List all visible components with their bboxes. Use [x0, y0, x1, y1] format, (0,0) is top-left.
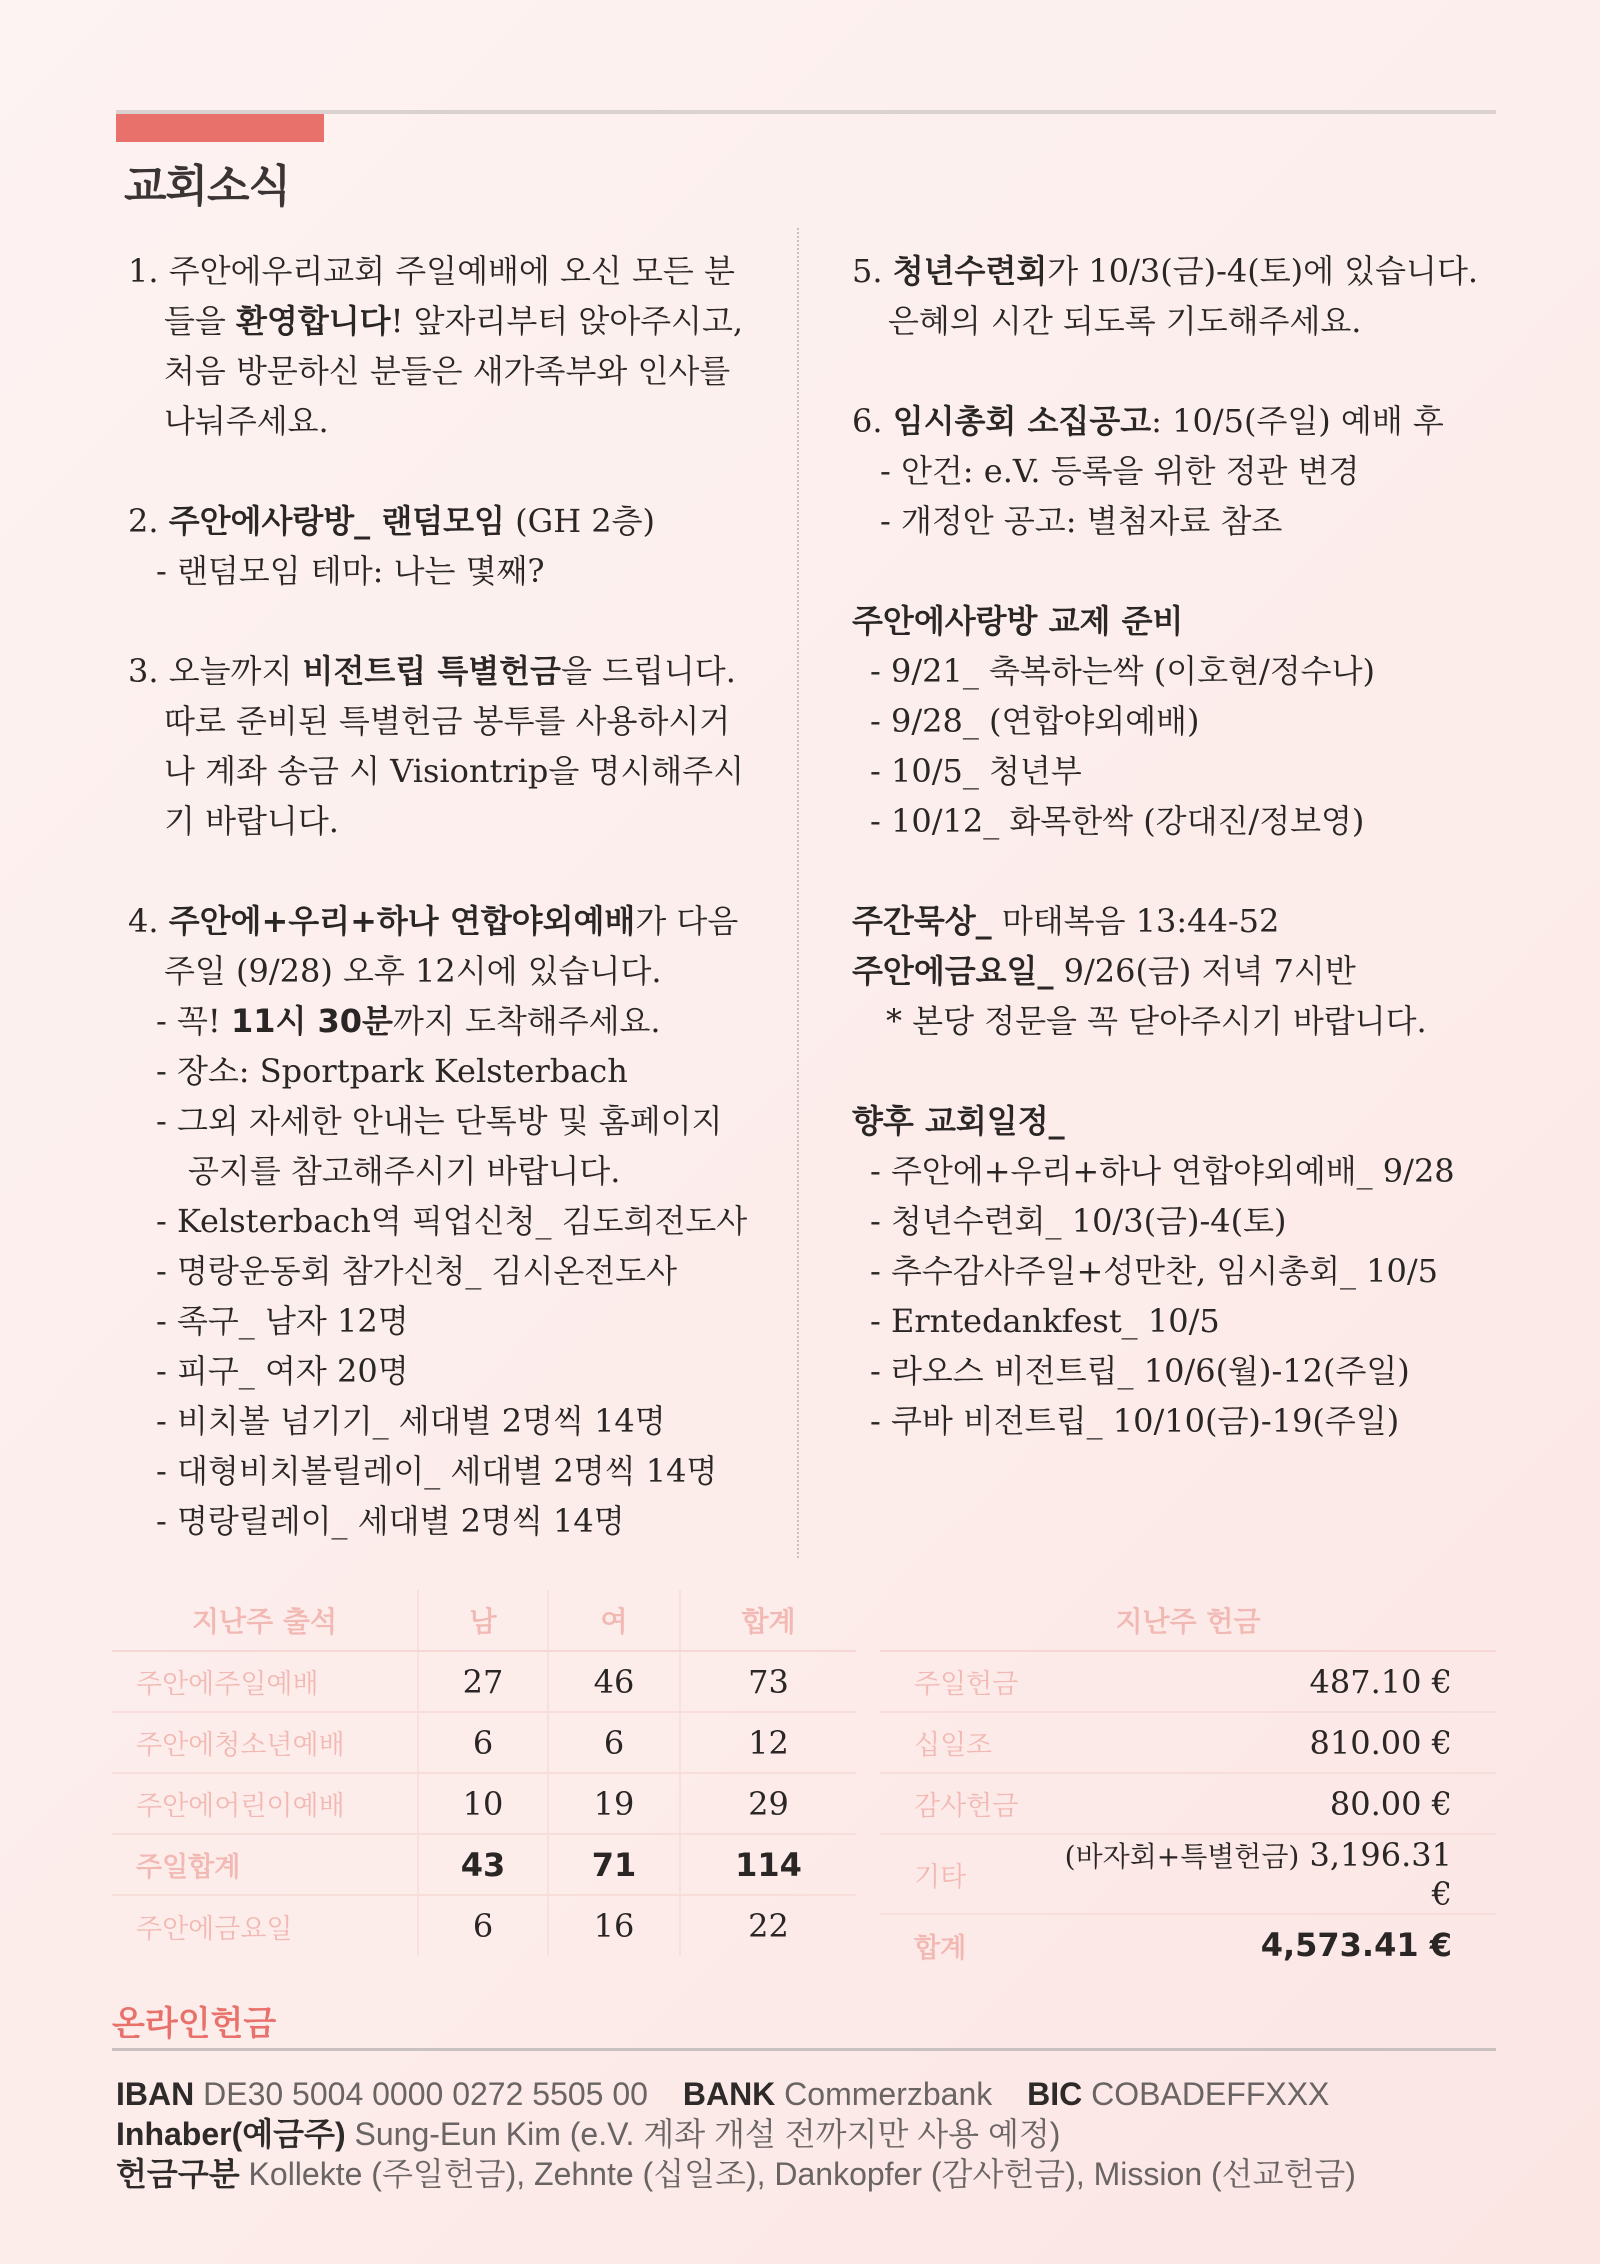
- iban-value: DE30 5004 0000 0272 5505 00: [203, 2076, 648, 2112]
- notice-4-sub-8: - 비치볼 넘기기_ 세대별 2명씩 14명: [156, 1402, 666, 1440]
- attendance-header-total: 합계: [680, 1590, 856, 1651]
- offering-value: 487.10 €: [1040, 1651, 1496, 1712]
- notice-item-4: [128, 896, 778, 1546]
- sarangbang-title: 주안에사랑방 교제 준비: [852, 602, 1184, 640]
- schedule-item: - 청년수련회_ 10/3(금)-4(토): [870, 1202, 1287, 1240]
- notice-4-arrival-time: 11시 30분: [230, 1002, 393, 1040]
- sarangbang-item: - 9/28_ (연합야외예배): [870, 702, 1200, 740]
- schedule-item: - 쿠바 비전트립_ 10/10(금)-19(주일): [870, 1402, 1400, 1440]
- attendance-row-label: 주안에청소년예배: [112, 1712, 418, 1773]
- friday-service-value: 9/26(금) 저녁 7시반: [1053, 952, 1356, 990]
- offering-table: [880, 1590, 1496, 1975]
- notice-4-line-2: 주일 (9/28) 오후 12시에 있습니다.: [164, 952, 662, 990]
- attendance-row-label: 주일합계: [112, 1834, 418, 1895]
- offering-label: 합계: [914, 1932, 967, 1964]
- header-accent-bar: [116, 114, 324, 142]
- notice-1-line-1: 1. 주안에우리교회 주일예배에 오신 모든 분: [128, 252, 735, 290]
- offering-total-value: 4,573.41 €: [1260, 1926, 1452, 1964]
- notice-4-sub-1-c: 까지 도착해주세요.: [392, 1002, 661, 1040]
- offering-label: 주일헌금: [880, 1651, 1040, 1712]
- attendance-male: 6: [418, 1895, 548, 1956]
- bic-value: COBADEFFXXX: [1091, 2076, 1330, 2112]
- offering-header-row: [880, 1590, 1496, 1651]
- notice-1-text-a: 들을: [164, 302, 236, 340]
- notice-3-text-c: 을 드립니다.: [560, 652, 736, 690]
- notice-4-sub-4: - Kelsterbach역 픽업신청_ 김도희전도사: [156, 1202, 748, 1240]
- attendance-male: 6: [418, 1712, 548, 1773]
- notice-2-number: 2.: [128, 502, 169, 540]
- attendance-header-male: 남: [418, 1590, 548, 1651]
- notice-1-line-4: 나눠주세요.: [164, 402, 329, 440]
- notice-6-sub-2: - 개정안 공고: 별첨자료 참조: [880, 502, 1283, 540]
- notice-1-welcome: 환영합니다: [236, 302, 391, 340]
- notice-4-sub-1-a: - 꼭!: [156, 1002, 231, 1040]
- notice-1-line-2: [128, 296, 778, 346]
- notice-2-title: 주안에사랑방_ 랜덤모임: [168, 502, 505, 540]
- sarangbang-item: - 9/21_ 축복하는싹 (이호현/정수나): [870, 652, 1375, 690]
- attendance-total: 73: [680, 1651, 856, 1712]
- attendance-header-row: [112, 1590, 856, 1651]
- friday-service: [852, 946, 1492, 996]
- notice-5-title: 청년수련회: [892, 252, 1048, 290]
- weekly-meditation-label: 주간묵상_: [852, 902, 992, 940]
- notice-1-line-3: 처음 방문하신 분들은 새가족부와 인사를: [164, 352, 731, 390]
- notice-item-1: [128, 246, 778, 446]
- notice-4-sub-9: - 대형비치볼릴레이_ 세대별 2명씩 14명: [156, 1452, 718, 1490]
- schedule-item: - 라오스 비전트립_ 10/6(월)-12(주일): [870, 1352, 1410, 1390]
- offering-value: 80.00 €: [1040, 1773, 1496, 1834]
- offering-header: 지난주 헌금: [880, 1590, 1496, 1651]
- sarangbang-section: [852, 596, 1492, 846]
- notice-3-line-2: 따로 준비된 특별헌금 봉투를 사용하시거: [164, 702, 731, 740]
- notice-4-sub-10: - 명랑릴레이_ 세대별 2명씩 14명: [156, 1502, 625, 1540]
- notice-item-5: [852, 246, 1492, 346]
- offering-label: 감사헌금: [880, 1773, 1040, 1834]
- holder-line: [116, 2114, 1382, 2154]
- offering-label: 십일조: [880, 1712, 1040, 1773]
- schedule-title: 향후 교회일정_: [852, 1102, 1065, 1140]
- notice-4-sub-6: - 족구_ 남자 12명: [156, 1302, 409, 1340]
- attendance-header-label: 지난주 출석: [112, 1590, 418, 1651]
- weekly-section: [852, 896, 1492, 1046]
- bank-label: BANK: [682, 2076, 776, 2112]
- notice-5-line-2: 은혜의 시간 되도록 기도해주세요.: [888, 302, 1362, 340]
- sarangbang-item: - 10/5_ 청년부: [870, 752, 1082, 790]
- notice-1-text-c: ! 앞자리부터 앉아주시고,: [390, 302, 744, 340]
- notice-3-line-1: [128, 646, 778, 696]
- notice-4-line-1: [128, 896, 778, 946]
- attendance-total: 22: [748, 1907, 789, 1945]
- table-row: [112, 1651, 856, 1712]
- notice-4-sub-3b: 공지를 참고해주시기 바랍니다.: [188, 1152, 621, 1190]
- attendance-row-label: 주안에어린이예배: [112, 1773, 418, 1834]
- schedule-section: [852, 1096, 1492, 1446]
- schedule-item: - 주안에+우리+하나 연합야외예배_ 9/28: [870, 1152, 1455, 1190]
- sarangbang-item: - 10/12_ 화목한싹 (강대진/정보영): [870, 802, 1365, 840]
- friday-note: * 본당 정문을 꼭 닫아주시기 바랍니다.: [886, 1002, 1427, 1040]
- notice-6-sub-1: - 안건: e.V. 등록을 위한 정관 변경: [880, 452, 1360, 490]
- column-divider: [797, 228, 799, 1558]
- notice-6-line-1: [852, 396, 1492, 446]
- table-row: [880, 1773, 1496, 1834]
- online-offering-info: [116, 2074, 1382, 2194]
- notice-3-line-3: 나 계좌 송금 시 Visiontrip을 명시해주시: [164, 752, 744, 790]
- notice-6-text-c: : 10/5(주일) 예배 후: [1151, 402, 1444, 440]
- schedule-item: - Erntedankfest_ 10/5: [870, 1302, 1220, 1340]
- notice-6-number: 6.: [852, 402, 893, 440]
- attendance-row-label: 주안에금요일: [112, 1895, 418, 1956]
- attendance-header-female: 여: [548, 1590, 680, 1651]
- notice-3-line-4: 기 바랍니다.: [164, 802, 339, 840]
- attendance-table: [112, 1590, 856, 1956]
- schedule-item: - 추수감사주일+성만찬, 임시총회_ 10/5: [870, 1252, 1439, 1290]
- offering-value-other: [1040, 1834, 1496, 1914]
- notice-3-title: 비전트립 특별헌금: [302, 652, 561, 690]
- offering-type-value: Kollekte (주일헌금), Zehnte (십일조), Dankopfer (감사헌금), Mission (선교헌금): [248, 2156, 1356, 2192]
- offering-label: 기타: [880, 1834, 1040, 1914]
- offering-value: 810.00 €: [1040, 1712, 1496, 1773]
- notice-item-2: [128, 496, 778, 596]
- notice-4-title: 주안에+우리+하나 연합야외예배: [168, 902, 636, 940]
- attendance-female: 16: [548, 1895, 680, 1956]
- page-title: 교회소식: [124, 161, 291, 212]
- notice-4-sub-7: - 피구_ 여자 20명: [156, 1352, 409, 1390]
- offering-note: (바자회+특별헌금): [1064, 1840, 1300, 1873]
- online-rule: [112, 2048, 1496, 2051]
- notice-4-sub-1: [128, 996, 778, 1046]
- notice-3-text-a: 3. 오늘까지: [128, 652, 303, 690]
- attendance-total: 114: [680, 1834, 856, 1895]
- attendance-male: 27: [418, 1651, 548, 1712]
- right-column: [852, 246, 1492, 1496]
- attendance-female: 19: [548, 1773, 680, 1834]
- notice-2-location: (GH 2층): [504, 502, 656, 540]
- notice-5-line-1: [852, 246, 1492, 296]
- attendance-male: 10: [418, 1773, 548, 1834]
- table-row: [112, 1773, 856, 1834]
- table-row-sunday-total: [112, 1834, 856, 1895]
- notice-item-3: [128, 646, 778, 846]
- notice-5-text-c: 가 10/3(금)-4(토)에 있습니다.: [1047, 252, 1479, 290]
- bank-value: Commerzbank: [784, 2076, 993, 2112]
- attendance-row-label: 주안에주일예배: [112, 1651, 418, 1712]
- bic-label: BIC: [1027, 2076, 1083, 2112]
- table-row: [112, 1712, 856, 1773]
- weekly-meditation-value: 마태복음 13:44-52: [991, 902, 1280, 940]
- notice-4-sub-5: - 명랑운동회 참가신청_ 김시온전도사: [156, 1252, 678, 1290]
- attendance-female: 6: [548, 1712, 680, 1773]
- offering-type-label: 헌금구분: [116, 2156, 240, 2192]
- online-offering-title: 온라인헌금: [112, 2004, 277, 2044]
- notice-5-number: 5.: [852, 252, 893, 290]
- notice-4-text-c: 가 다음: [635, 902, 739, 940]
- iban-label: IBAN: [116, 2076, 195, 2112]
- offering-type-line: [116, 2154, 1382, 2194]
- notice-2-sub: - 랜덤모임 테마: 나는 몇째?: [156, 552, 545, 590]
- attendance-total: 12: [680, 1712, 856, 1773]
- notice-2-line-1: [128, 496, 778, 546]
- holder-value: Sung-Eun Kim (e.V. 계좌 개설 전까지만 사용 예정): [354, 2116, 1061, 2152]
- table-row: [880, 1834, 1496, 1914]
- table-row: [880, 1712, 1496, 1773]
- table-row-offering-total: [880, 1914, 1496, 1975]
- notice-4-number: 4.: [128, 902, 169, 940]
- attendance-total: 29: [680, 1773, 856, 1834]
- notice-6-title: 임시총회 소집공고: [892, 402, 1152, 440]
- table-row: [112, 1895, 856, 1956]
- notice-4-sub-3: - 그외 자세한 안내는 단톡방 및 홈페이지: [156, 1102, 723, 1140]
- attendance-female: 46: [548, 1651, 680, 1712]
- weekly-meditation: [852, 896, 1492, 946]
- attendance-female: 71: [548, 1834, 680, 1895]
- notice-item-6: [852, 396, 1492, 546]
- notice-4-sub-2: - 장소: Sportpark Kelsterbach: [156, 1052, 628, 1090]
- bank-line: [116, 2074, 1382, 2114]
- attendance-male: 43: [418, 1834, 548, 1895]
- left-column: [128, 246, 778, 1596]
- friday-service-label: 주안에금요일_: [852, 952, 1054, 990]
- table-row: [880, 1651, 1496, 1712]
- offering-value: 3,196.31 €: [1299, 1836, 1452, 1913]
- holder-label: Inhaber(예금주): [116, 2116, 346, 2152]
